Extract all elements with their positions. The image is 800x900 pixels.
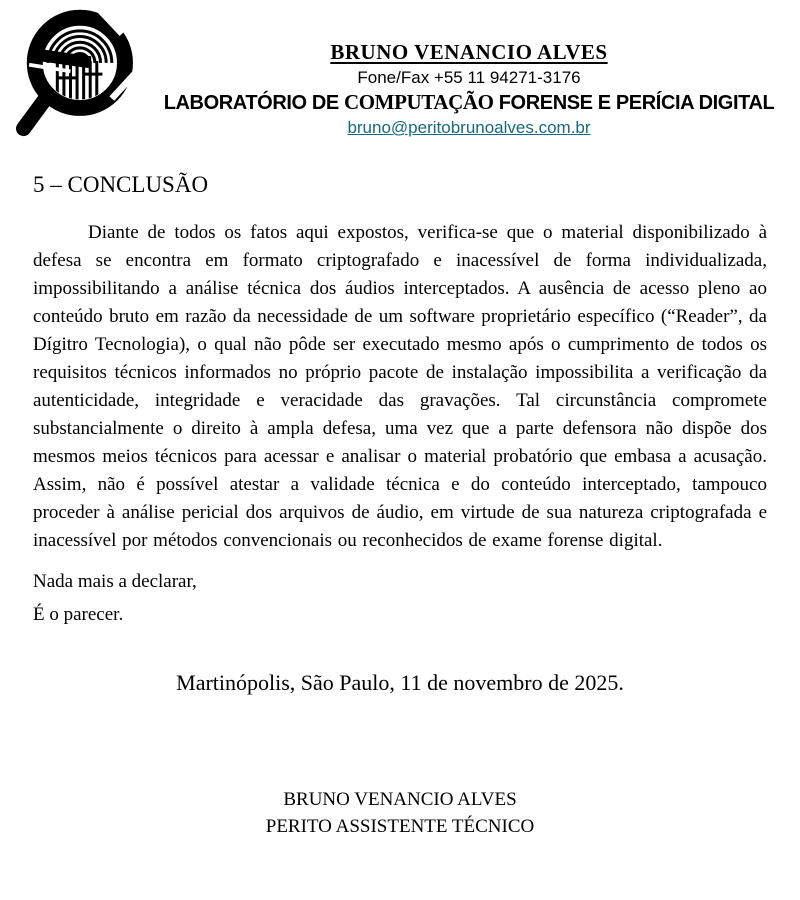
fingerprint-magnifier-logo [16,6,140,146]
closing-line-1: Nada mais a declarar, [33,571,197,592]
letterhead-lab-title [145,90,793,115]
signature-block [33,786,767,840]
closing-line-2: É o parecer. [33,604,124,625]
letterhead [0,0,800,158]
signature-name: BRUNO VENANCIO ALVES [283,789,517,810]
document-body [0,172,800,840]
signature-role: PERITO ASSISTENTE TÉCNICO [265,816,535,837]
lab-title-part1: LABORATÓRIO DE [163,92,344,114]
letterhead-phone: Fone/Fax +55 11 94271-3176 [357,68,581,87]
conclusion-paragraph: Diante de todos os fatos aqui expostos, verifica-se que o material disponibilizado à defesa se encontra em formato criptografado e inacessível de forma individualizada, impossibilitando a análise técnica dos áudios interceptados. A ausência de acesso pleno ao conteúdo bruto em razão da necessidade de um software proprietário específico (“Reader”, da Dígitro Tecnologia), o qual não pôde ser executado mesmo após o cumprimento de todos os requisitos técnicos informados no próprio pacote de instalação impossibilita a verificação da autenticidade, integridade e veracidade das gravações. Tal circunstância compromete substancialmente o direito à ampla defesa, uma vez que a parte defensora não dispõe dos mesmos meios técnicos para acessar e analisar o material probatório que embasa a acusação. Assim, não é possível atestar a validade técnica e do conteúdo interceptado, tampouco proceder à análise pericial dos arquivos de áudio, em virtude de sua natureza criptografada e inacessível por métodos convencionais ou reconhecidos de exame forense digital. [33,222,767,551]
section-title: 5 – CONCLUSÃO [33,172,209,197]
lab-title-part3: FORENSE E PERÍCIA DIGITAL [493,92,775,114]
letterhead-email-row [145,118,793,138]
letterhead-text [145,0,793,138]
email-link[interactable]: bruno@peritobrunoalves.com.br [347,118,591,137]
letterhead-name: BRUNO VENANCIO ALVES [330,40,608,64]
date-line: Martinópolis, São Paulo, 11 de novembro de 2025. [176,670,624,695]
lab-title-part2: COMPUTAÇÃO [343,90,494,114]
